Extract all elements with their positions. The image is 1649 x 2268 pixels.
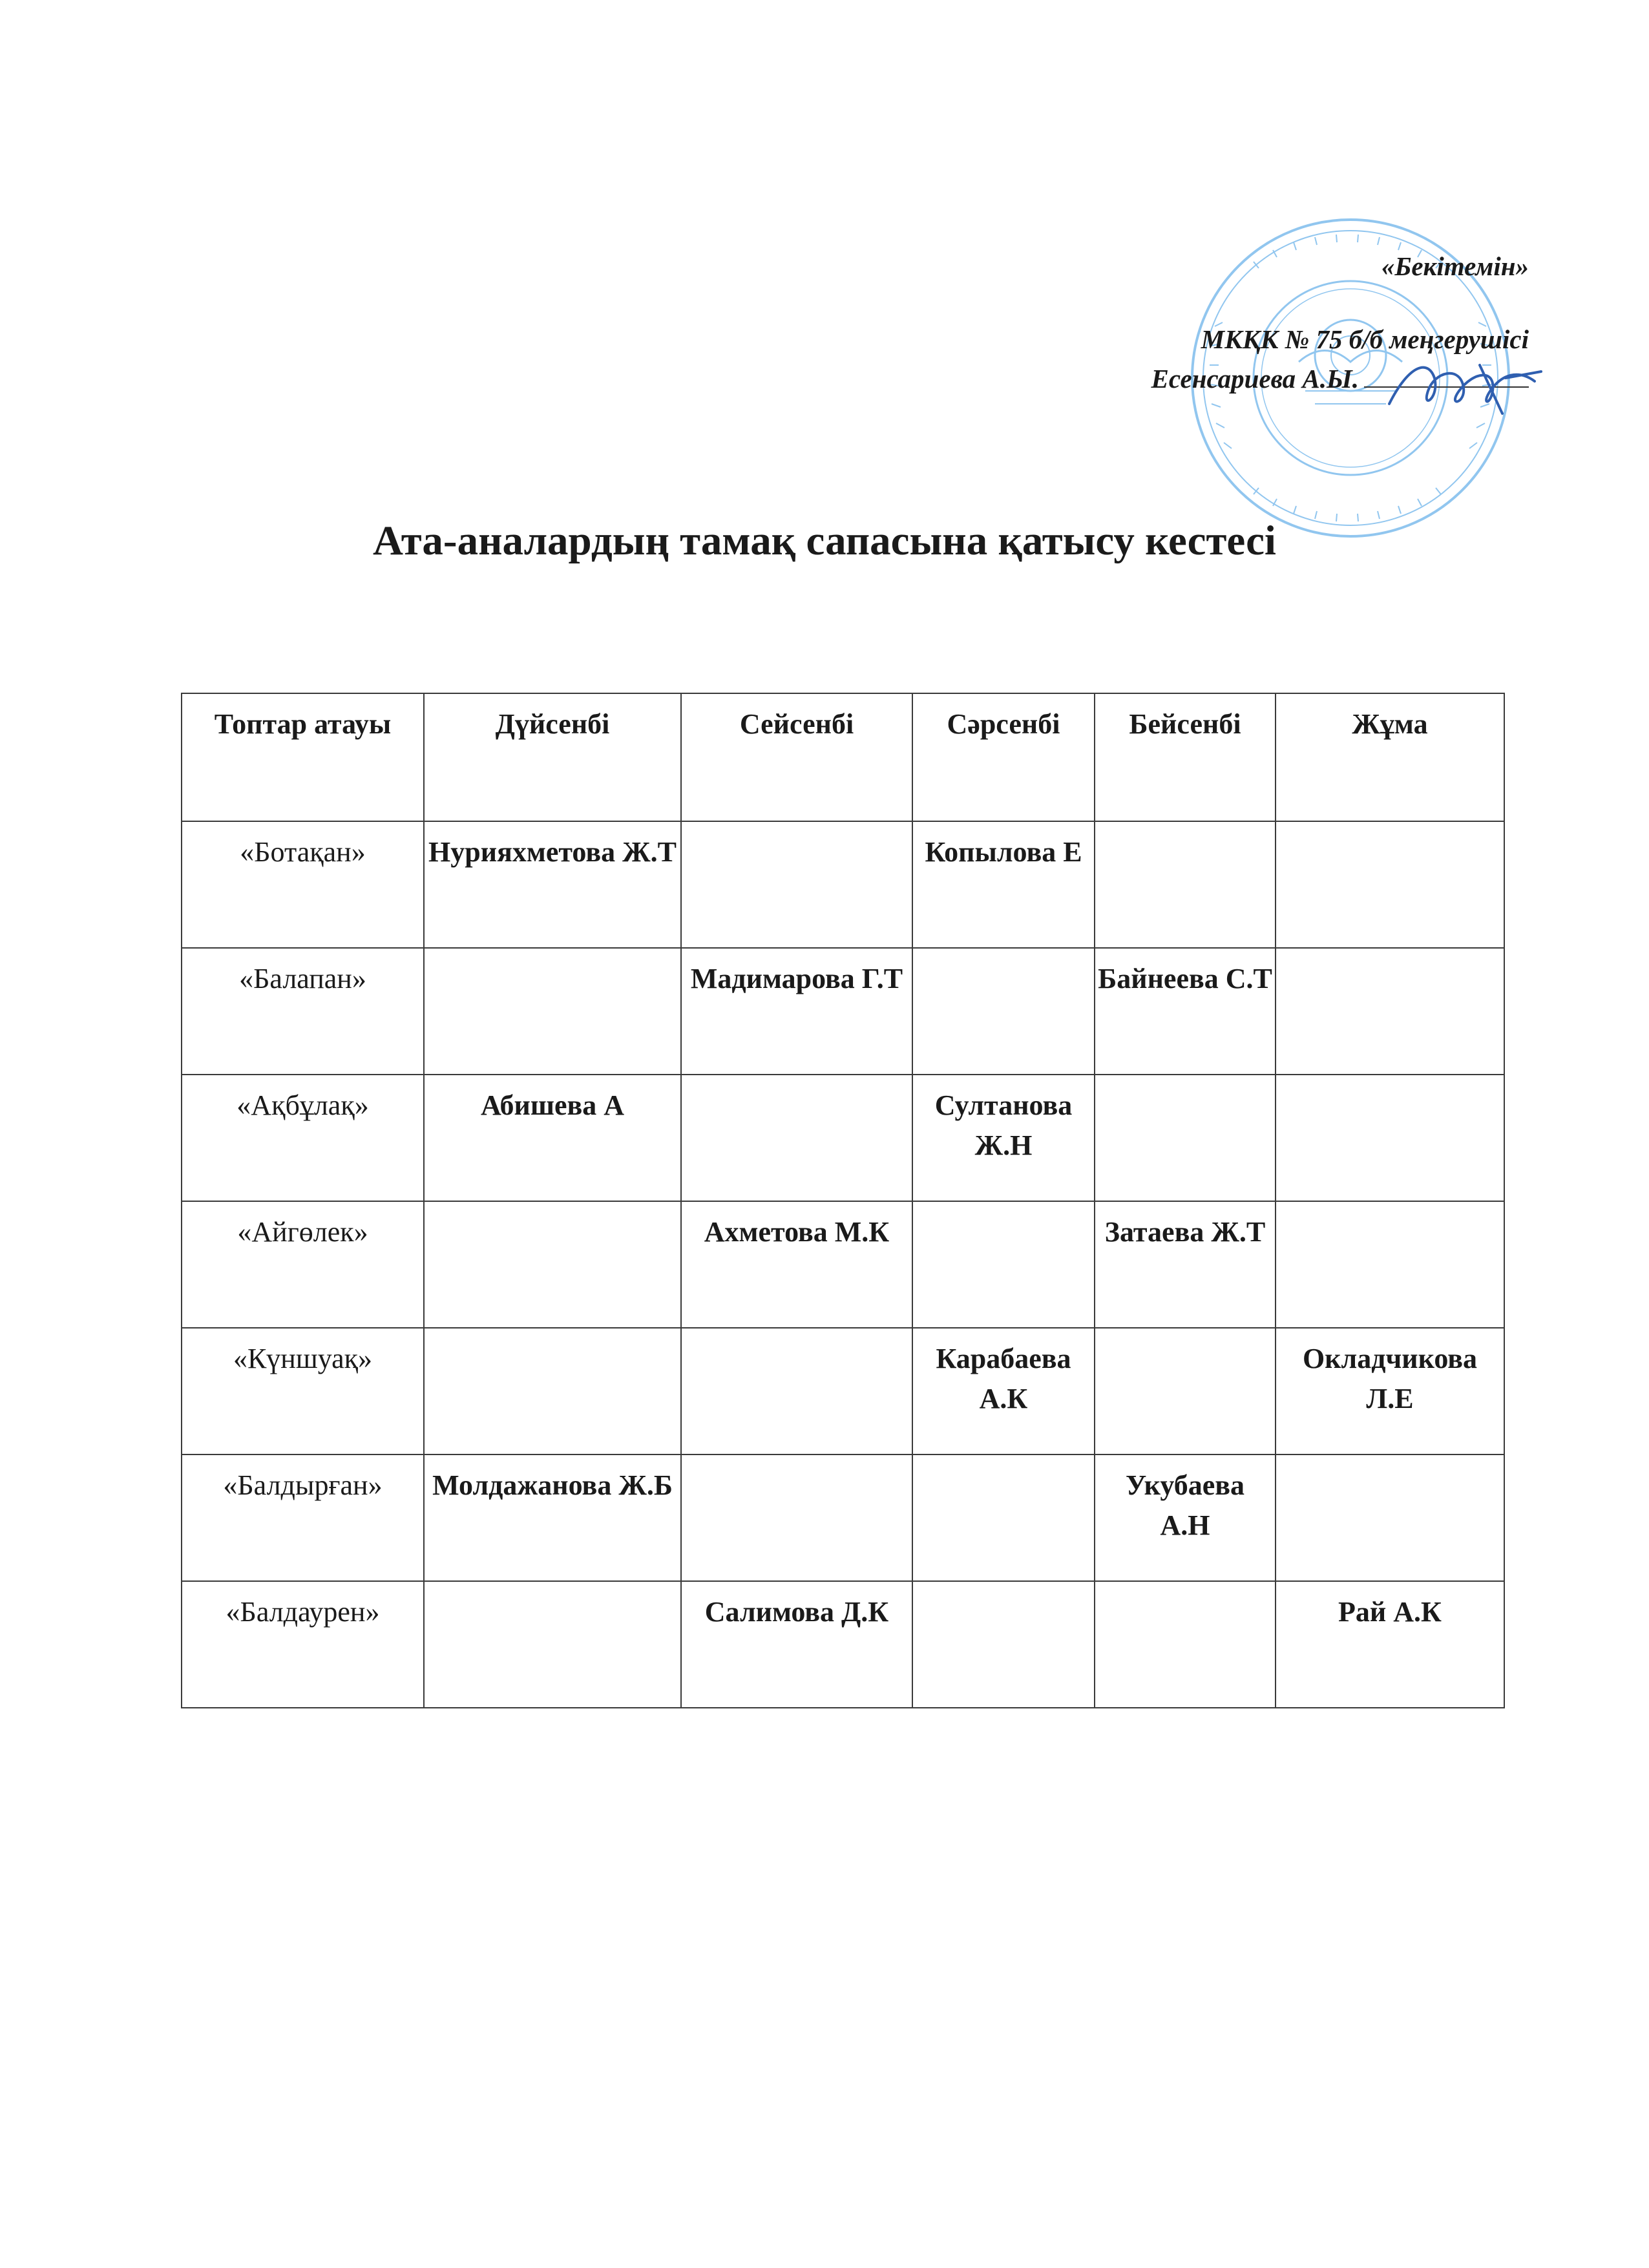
header-groups: Топтар атауы — [182, 693, 424, 821]
table-row — [182, 948, 1504, 1075]
wednesday-cell — [912, 1581, 1095, 1708]
wednesday-cell — [912, 948, 1095, 1075]
approval-label: «Бекітемін» — [1381, 251, 1529, 281]
signature-icon — [1383, 352, 1551, 423]
thursday-cell: Байнеева С.Т — [1095, 948, 1276, 1075]
wednesday-cell: Карабаева А.К — [912, 1328, 1095, 1454]
group-name: «Ақбұлақ» — [182, 1075, 424, 1201]
tuesday-cell — [681, 1454, 912, 1581]
monday-cell: Нурияхметова Ж.Т — [424, 821, 681, 948]
table-row — [182, 1328, 1504, 1454]
monday-cell — [424, 1581, 681, 1708]
tuesday-cell — [681, 1328, 912, 1454]
group-name: «Айгөлек» — [182, 1201, 424, 1328]
monday-cell — [424, 1328, 681, 1454]
document-title: Ата-аналардың тамақ сапасына қатысу кестесі — [373, 518, 1276, 564]
monday-cell: Абишева А — [424, 1075, 681, 1201]
header-monday: Дүйсенбі — [424, 693, 681, 821]
wednesday-cell: Копылова Е — [912, 821, 1095, 948]
group-name: «Ботақан» — [182, 821, 424, 948]
approval-signatory-name: Есенсариева А.Ы. — [1151, 364, 1359, 394]
thursday-cell: Затаева Ж.Т — [1095, 1201, 1276, 1328]
group-name: «Күншуақ» — [182, 1328, 424, 1454]
thursday-cell — [1095, 821, 1276, 948]
wednesday-cell: Султанова Ж.Н — [912, 1075, 1095, 1201]
monday-cell — [424, 1201, 681, 1328]
friday-cell — [1276, 948, 1504, 1075]
tuesday-cell — [681, 1075, 912, 1201]
group-name: «Балапан» — [182, 948, 424, 1075]
table-row — [182, 1201, 1504, 1328]
tuesday-cell: Салимова Д.К — [681, 1581, 912, 1708]
table-row — [182, 1454, 1504, 1581]
tuesday-cell: Ахметова М.К — [681, 1201, 912, 1328]
table-row — [182, 1075, 1504, 1201]
friday-cell — [1276, 1201, 1504, 1328]
monday-cell — [424, 948, 681, 1075]
monday-cell: Молдажанова Ж.Б — [424, 1454, 681, 1581]
friday-cell: Окладчикова Л.Е — [1276, 1328, 1504, 1454]
friday-cell — [1276, 821, 1504, 948]
header-friday: Жұма — [1276, 693, 1504, 821]
friday-cell — [1276, 1075, 1504, 1201]
friday-cell: Рай А.К — [1276, 1581, 1504, 1708]
table-header-row — [182, 693, 1504, 821]
table-row — [182, 821, 1504, 948]
thursday-cell: Укубаева А.Н — [1095, 1454, 1276, 1581]
group-name: «Балдырған» — [182, 1454, 424, 1581]
wednesday-cell — [912, 1201, 1095, 1328]
schedule-table — [181, 693, 1505, 1708]
thursday-cell — [1095, 1075, 1276, 1201]
table-row — [182, 1581, 1504, 1708]
thursday-cell — [1095, 1328, 1276, 1454]
header-tuesday: Сейсенбі — [681, 693, 912, 821]
tuesday-cell: Мадимарова Г.Т — [681, 948, 912, 1075]
wednesday-cell — [912, 1454, 1095, 1581]
tuesday-cell — [681, 821, 912, 948]
header-thursday: Бейсенбі — [1095, 693, 1276, 821]
approval-position: МКҚК № 75 б/б меңгерушісі — [1201, 324, 1529, 354]
friday-cell — [1276, 1454, 1504, 1581]
group-name: «Балдаурен» — [182, 1581, 424, 1708]
header-wednesday: Сәрсенбі — [912, 693, 1095, 821]
thursday-cell — [1095, 1581, 1276, 1708]
